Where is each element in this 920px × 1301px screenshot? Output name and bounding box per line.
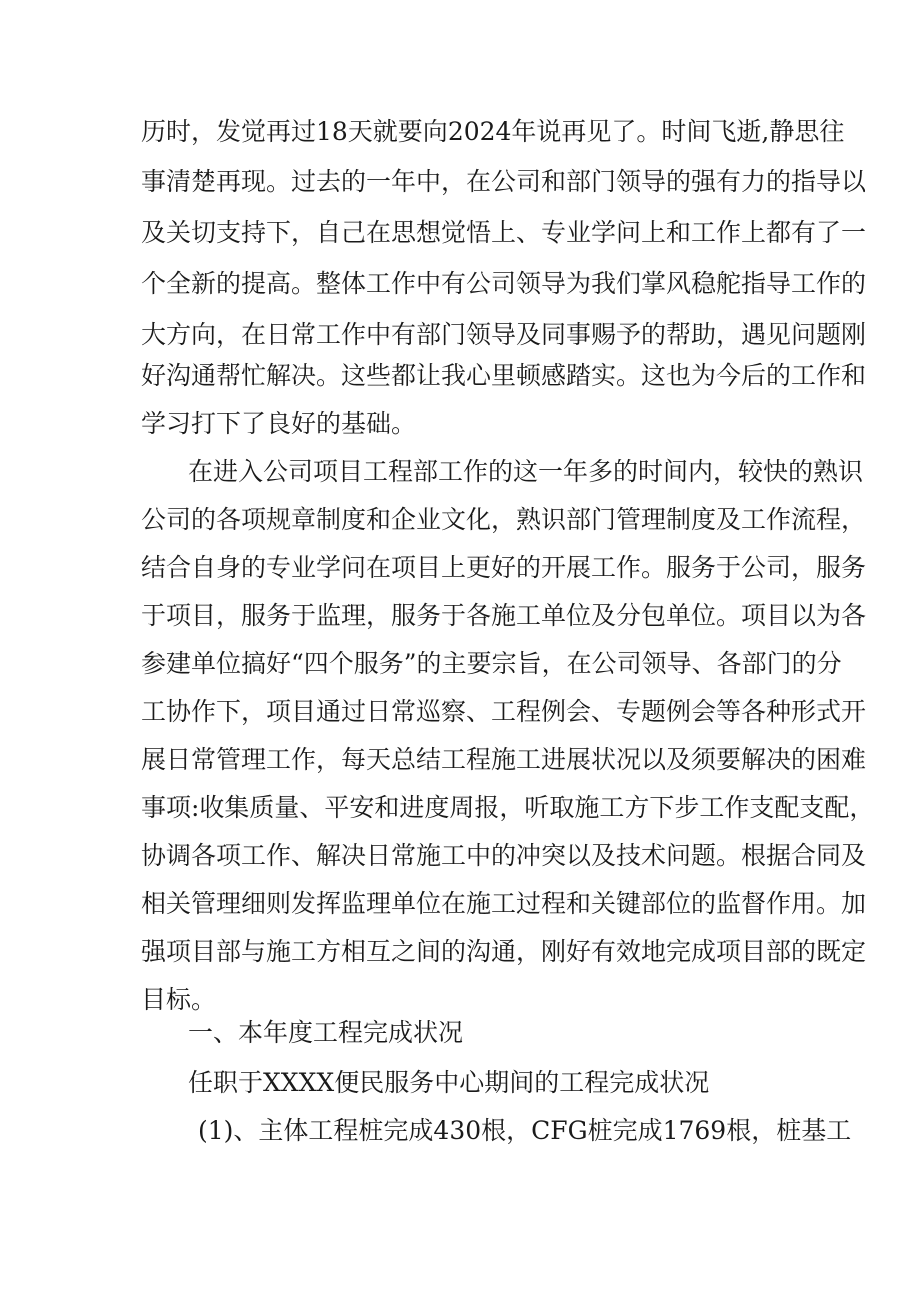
section-heading: 一、本年度工程完成状况 bbox=[188, 1018, 464, 1047]
paragraph-2-line-2: 公司的各项规章制度和企业文化，熟识部门管理制度及工作流程， bbox=[141, 505, 867, 534]
paragraph-2-line-5: 参建单位搞好“四个服务”的主要宗旨，在公司领导、各部门的分 bbox=[141, 649, 842, 678]
item-1: (1)、主体工程桩完成430根，CFG桩完成1769根，桩基工 bbox=[198, 1116, 852, 1145]
paragraph-1-line-5: 大方向，在日常工作中有部门领导及同事赐予的帮助，遇见问题刚 bbox=[141, 320, 867, 349]
paragraph-2-line-3: 结合自身的专业学问在项目上更好的开展工作。服务于公司，服务 bbox=[141, 553, 867, 582]
paragraph-1-line-7: 学习打下了良好的基础。 bbox=[141, 409, 417, 438]
paragraph-2-line-4: 于项目，服务于监理，服务于各施工单位及分包单位。项目以为各 bbox=[141, 601, 867, 630]
paragraph-2-line-6: 工协作下，项目通过日常巡察、工程例会、专题例会等各种形式开 bbox=[141, 697, 867, 726]
paragraph-2-line-1: 在进入公司项目工程部工作的这一年多的时间内，较快的熟识 bbox=[188, 457, 864, 486]
paragraph-1-line-1: 历时，发觉再过18天就要向2024年说再见了。时间飞逝,静思往 bbox=[141, 117, 845, 146]
paragraph-2-line-11: 强项目部与施工方相互之间的沟通，刚好有效地完成项目部的既定 bbox=[141, 937, 867, 966]
paragraph-1-line-3: 及关切支持下，自己在思想觉悟上、专业学问上和工作上都有了一 bbox=[141, 218, 867, 247]
paragraph-2-line-10: 相关管理细则发挥监理单位在施工过程和关键部位的监督作用。加 bbox=[141, 889, 867, 918]
paragraph-1-line-4: 个全新的提高。整体工作中有公司领导为我们掌风稳舵指导工作的 bbox=[141, 269, 867, 298]
paragraph-2-line-8: 事项:收集质量、平安和进度周报，听取施工方下步工作支配支配， bbox=[141, 793, 875, 822]
section-intro: 任职于XXXX便民服务中心期间的工程完成状况 bbox=[188, 1068, 710, 1097]
paragraph-1-line-2: 事清楚再现。过去的一年中，在公司和部门领导的强有力的指导以 bbox=[141, 167, 867, 196]
paragraph-2-line-9: 协调各项工作、解决日常施工中的冲突以及技术问题。根据合同及 bbox=[141, 841, 867, 870]
paragraph-2-line-7: 展日常管理工作，每天总结工程施工进展状况以及须要解决的困难 bbox=[141, 745, 867, 774]
paragraph-1-line-6: 好沟通帮忙解决。这些都让我心里顿感踏实。这也为今后的工作和 bbox=[141, 361, 867, 390]
paragraph-2-line-12: 目标。 bbox=[141, 985, 217, 1014]
